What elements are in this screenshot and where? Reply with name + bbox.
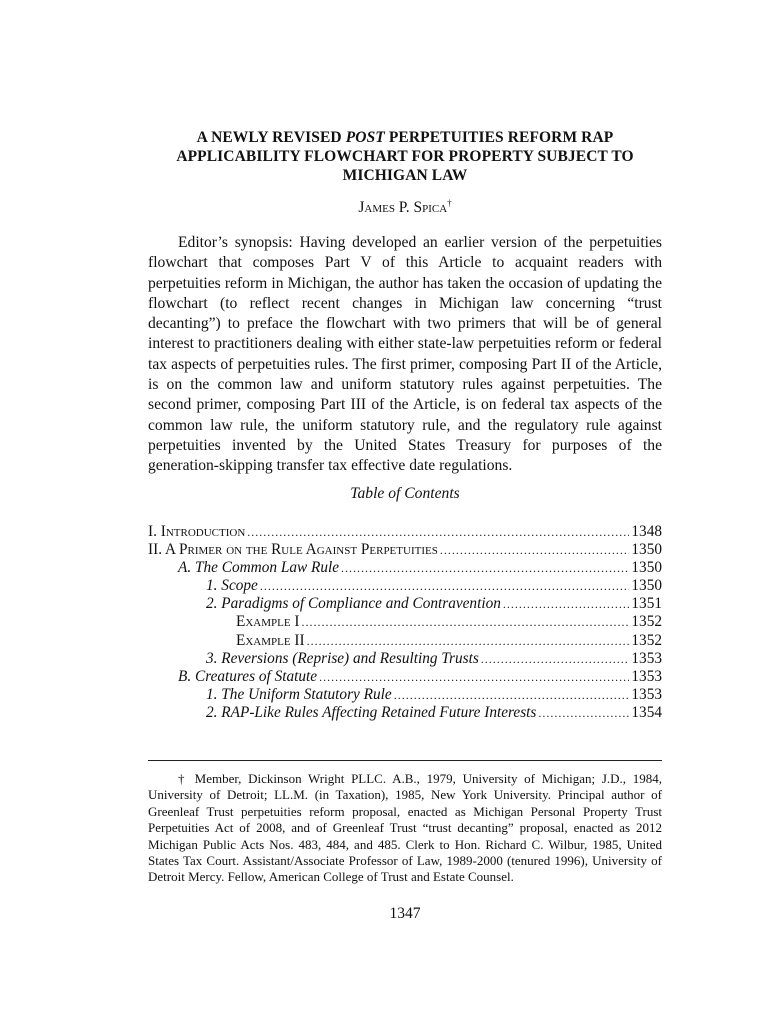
toc-entry-page: 1354 <box>631 703 662 721</box>
table-of-contents <box>148 523 662 722</box>
toc-leader-dots <box>247 523 629 541</box>
toc-entry-label: I. Introduction <box>148 523 246 540</box>
toc-leader-dots <box>481 650 630 668</box>
toc-leader-dots <box>538 704 629 722</box>
toc-entry-page: 1350 <box>631 577 662 595</box>
toc-entry-label: 1. Scope <box>206 577 258 595</box>
toc-entry-page: 1353 <box>631 685 662 703</box>
toc-entry-uniform-statutory-rule[interactable] <box>148 686 662 704</box>
toc-leader-dots <box>319 668 629 686</box>
toc-entry-label: B. Creatures of Statute <box>178 667 318 685</box>
toc-entry-page: 1353 <box>631 649 662 667</box>
toc-entry-common-law-rule[interactable] <box>148 559 662 577</box>
toc-entry-page: 1352 <box>631 613 662 631</box>
toc-leader-dots <box>440 541 630 559</box>
page-number: 1347 <box>389 905 421 922</box>
toc-entry-label: 1. The Uniform Statutory Rule <box>206 685 392 703</box>
toc-entry-label: Example I <box>236 613 300 631</box>
toc-leader-dots <box>302 613 630 631</box>
author-line <box>148 198 662 217</box>
toc-entry-label: Example II <box>236 631 305 649</box>
toc-entry-page: 1348 <box>631 523 662 540</box>
editors-synopsis: Editor’s synopsis: Having developed an earlier version of the perpetuities flowchart that composes Part V of this Article to acquaint readers with perpetuities reform in Michigan, the author has taken the occasion of updating the flowchart (to reflect recent changes in Michigan law concerning “trust decanting”) to preface the flowchart with two primers that will be of general interest to practitioners dealing with either state-law perpetuities reform or federal tax aspects of perpetuities rules. The first primer, composing Part II of the Article, is on the common law and uniform statutory rules against perpetuities. The second primer, composing Part III of the Article, is on federal tax aspects of the common law rule, the uniform statutory rule, and the regulatory rule against perpetuities invented by the United States Treasury for purposes of the generation-skipping transfer tax effective date regulations. <box>148 234 662 475</box>
toc-entry-page: 1350 <box>631 541 662 559</box>
toc-entry-label: 3. Reversions (Reprise) and Resulting Trusts <box>206 649 479 667</box>
toc-entry-scope[interactable] <box>148 577 662 595</box>
toc-leader-dots <box>341 559 629 577</box>
toc-entry-page: 1352 <box>631 631 662 649</box>
toc-heading: Table of Contents <box>350 485 460 502</box>
toc-leader-dots <box>307 632 630 650</box>
toc-entry-page: 1350 <box>631 559 662 577</box>
toc-entry-label: 2. RAP-Like Rules Affecting Retained Future Interests <box>206 703 537 721</box>
author-name: James P. Spica <box>358 199 448 217</box>
toc-entry-label: A. The Common Law Rule <box>178 559 340 577</box>
title-post-word: POST <box>345 129 385 146</box>
footnote-divider <box>148 760 662 761</box>
toc-entry-page: 1351 <box>631 595 662 613</box>
toc-entry-introduction[interactable] <box>148 523 662 541</box>
toc-leader-dots <box>394 686 630 704</box>
title-part-3: PERPETUITIES REFORM RAP APPLICABILITY FLOWCHART FOR PROPERTY SUBJECT TO MICHIGAN LAW <box>176 129 634 184</box>
article-title <box>148 128 662 185</box>
title-part-1: A NEWLY REVISED <box>196 129 346 146</box>
toc-entry-example-i[interactable] <box>148 613 662 631</box>
toc-entry-example-ii[interactable] <box>148 632 662 650</box>
author-footnote-mark: † <box>447 198 452 208</box>
toc-entry-paradigms[interactable] <box>148 595 662 613</box>
toc-leader-dots <box>503 595 630 613</box>
toc-entry-label: II. A Primer on the Rule Against Perpetuities <box>148 541 438 559</box>
toc-entry-primer[interactable] <box>148 541 662 559</box>
toc-entry-rap-like-rules[interactable] <box>148 704 662 722</box>
toc-entry-label: 2. Paradigms of Compliance and Contravention <box>206 595 501 613</box>
toc-entry-page: 1353 <box>631 667 662 685</box>
toc-entry-reversions[interactable] <box>148 650 662 668</box>
toc-leader-dots <box>260 577 630 595</box>
toc-entry-creatures-of-statute[interactable] <box>148 668 662 686</box>
author-footnote: † Member, Dickinson Wright PLLC. A.B., 1979, University of Michigan; J.D., 1984, University of Detroit; LL.M. (in Taxation), 1985, New York University. Principal author of Greenleaf Trust perpetuities reform proposal, enacted as Michigan Personal Property Trust Perpetuities Act of 2008, and of Greenleaf Trust “trust decanting” proposal, enacted as 2012 Michigan Public Acts Nos. 483, 484, and 485. Clerk to Hon. Richard C. Wilbur, 1985, United States Tax Court. Assistant/Associate Professor of Law, 1989-2000 (tenured 1996), University of Detroit Mercy. Fellow, American College of Trust and Estate Counsel. <box>148 771 662 885</box>
